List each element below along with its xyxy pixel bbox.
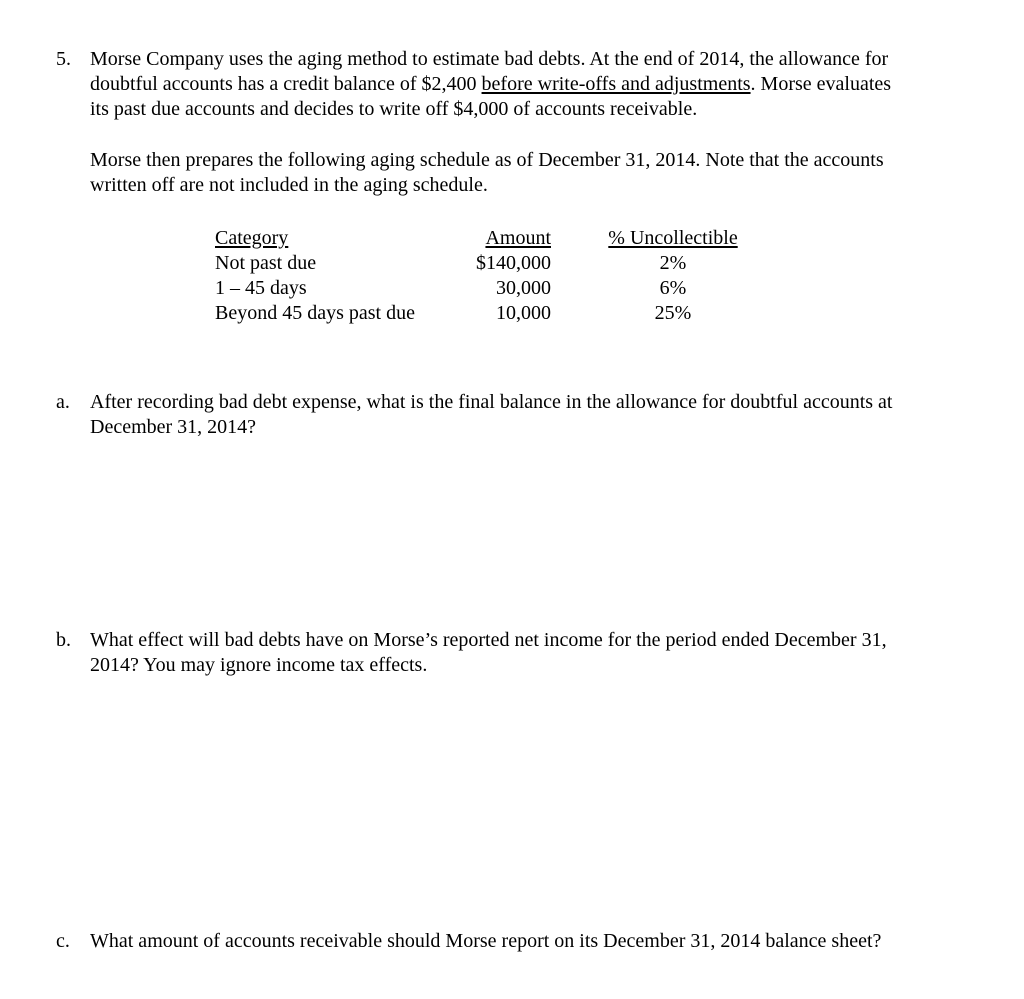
row-1-uncollectible: 2% — [659, 252, 687, 274]
intro-line-2-end: . Morse evaluates — [750, 73, 892, 95]
part-c-line-1: What amount of accounts receivable should Morse report on its December 31, 2014 balance sheet? — [90, 930, 882, 952]
part-b-line-1: What effect will bad debts have on Morse’s reported net income for the period ended December 31, — [90, 629, 887, 651]
header-amount: Amount — [485, 227, 551, 249]
row-3-uncollectible: 25% — [654, 302, 692, 324]
underlined-phrase: before write-offs and adjustments — [481, 73, 751, 95]
intro-line-1: Morse Company uses the aging method to estimate bad debts. At the end of 2014, the allowance for — [90, 48, 889, 70]
row-2-amount: 30,000 — [496, 277, 551, 299]
schedule-intro-line-1: Morse then prepares the following aging schedule as of December 31, 2014. Note that the accounts — [90, 149, 884, 171]
part-a-question — [90, 390, 995, 440]
schedule-intro-paragraph — [90, 148, 995, 198]
schedule-intro-line-2: written off are not included in the aging schedule. — [90, 174, 488, 196]
row-3-category: Beyond 45 days past due — [215, 302, 415, 324]
intro-paragraph — [90, 47, 995, 122]
header-category: Category — [215, 227, 289, 249]
part-c-label: c. — [56, 930, 70, 952]
intro-line-2-start: doubtful accounts has a credit balance of $2,400 — [90, 73, 482, 95]
intro-line-3: its past due accounts and decides to write off $4,000 of accounts receivable. — [90, 98, 698, 120]
row-1-amount: $140,000 — [476, 252, 551, 274]
intro-line-2 — [90, 72, 995, 97]
row-1-category: Not past due — [215, 252, 317, 274]
part-b-label: b. — [56, 629, 71, 651]
part-b-question — [90, 628, 995, 678]
question-number: 5. — [56, 48, 71, 70]
row-2-uncollectible: 6% — [659, 277, 687, 299]
part-c-question — [90, 929, 995, 954]
part-a-label: a. — [56, 391, 70, 413]
part-a-line-1: After recording bad debt expense, what is the final balance in the allowance for doubtful accounts at — [90, 391, 893, 413]
row-3-amount: 10,000 — [496, 302, 551, 324]
part-b-line-2: 2014? You may ignore income tax effects. — [90, 654, 428, 676]
header-uncollectible: % Uncollectible — [608, 227, 738, 249]
part-a-line-2: December 31, 2014? — [90, 416, 257, 438]
row-2-category: 1 – 45 days — [215, 277, 307, 299]
